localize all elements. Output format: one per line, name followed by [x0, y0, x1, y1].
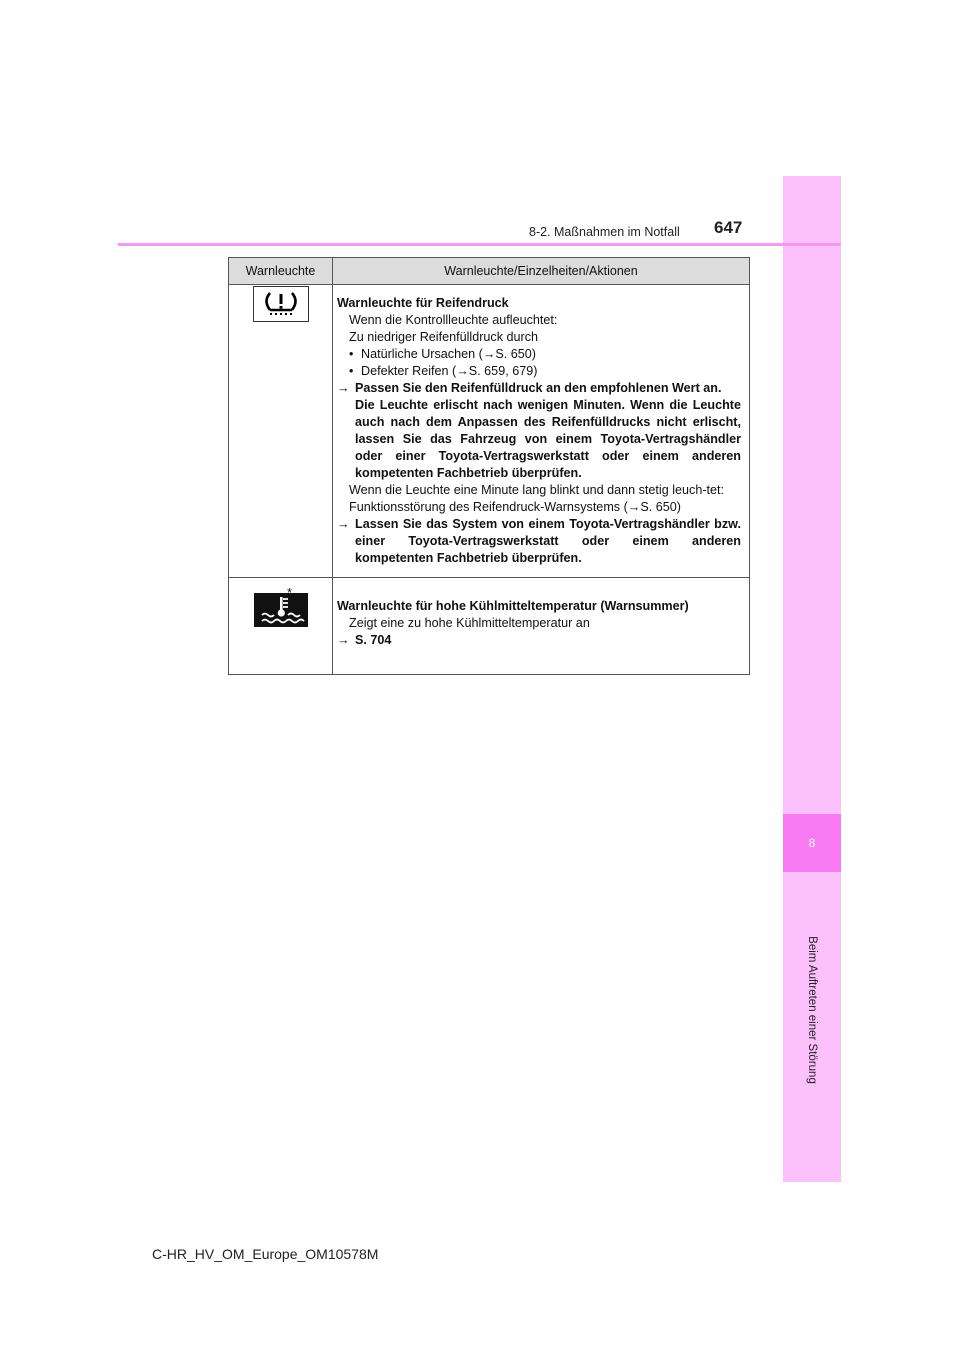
arrow-icon: → — [337, 633, 350, 647]
chapter-number-tab — [783, 814, 841, 872]
chapter-number: 8 — [808, 836, 816, 850]
table-row — [229, 285, 750, 578]
action-text: Die Leuchte erlischt nach wenigen Minuten. Wenn die Leuchte auch nach dem Anpassen des Reifenfülldrucks nicht erlischt, lassen Sie das Fahrzeug von einem Toyota-Vertragshändler oder einer Toyota-Vertragswerkstatt oder einem anderen kompetenten Fachbetrieb überprüfen. — [355, 398, 741, 480]
detail-line: Zu niedriger Reifenfülldruck durch — [349, 330, 538, 344]
coolant-temperature-warning-icon-graphic — [254, 593, 308, 627]
page-number: 647 — [714, 218, 743, 237]
table-header-row — [229, 258, 750, 285]
action-item — [337, 380, 741, 482]
row-title: Warnleuchte für Reifendruck — [337, 296, 509, 310]
details-cell — [333, 285, 750, 578]
details-cell — [333, 578, 750, 675]
tire-pressure-warning-icon-graphic — [254, 287, 308, 321]
action-item — [337, 632, 741, 649]
action-text: S. 704 — [355, 633, 392, 647]
row-title: Warnleuchte für hohe Kühlmitteltemperatur (Warnsummer) — [337, 599, 689, 613]
footnote-marker: $*_1$ — [287, 585, 298, 603]
section-title: 8-2. Maßnahmen im Notfall — [529, 225, 680, 239]
column-header-details: Warnleuchte/Einzelheiten/Aktionen — [333, 258, 750, 285]
chapter-title: Beim Auftreten einer Störung — [806, 936, 818, 1084]
icon-cell — [229, 578, 333, 675]
action-text: Lassen Sie das System von einem Toyota-Vertragshändler bzw. einer Toyota-Vertragswerkstatt oder einem anderen kompetenten Fachbetrieb überprüfen. — [355, 517, 741, 565]
detail-line: Wenn die Kontrollleuchte aufleuchtet: — [349, 313, 558, 327]
coolant-temperature-warning-icon — [254, 593, 308, 627]
arrow-icon: → — [337, 517, 350, 531]
action-text: Passen Sie den Reifenfülldruck an den empfohlenen Wert an. — [355, 381, 722, 395]
bullet-item — [337, 363, 741, 380]
bullet-item — [337, 346, 741, 363]
action-item — [337, 516, 741, 567]
bullet-text: Natürliche Ursachen (→S. 650) — [361, 347, 536, 361]
detail-line: Funktionsstörung des Reifendruck-Warnsystems (→S. 650) — [349, 500, 681, 514]
header-rule — [118, 243, 841, 246]
tire-pressure-warning-icon — [253, 286, 309, 322]
document-id: C-HR_HV_OM_Europe_OM10578M — [152, 1246, 379, 1262]
warning-lights-table — [228, 257, 750, 675]
bullet-icon: • — [349, 347, 354, 361]
table-row — [229, 578, 750, 675]
bullet-icon: • — [349, 364, 354, 378]
detail-line: Zeigt eine zu hohe Kühlmitteltemperatur an — [349, 616, 590, 630]
bullet-text: Defekter Reifen (→S. 659, 679) — [361, 364, 538, 378]
arrow-icon: → — [337, 381, 350, 395]
column-header-warning-light: Warnleuchte — [229, 258, 333, 285]
detail-line: Wenn die Leuchte eine Minute lang blinkt und dann stetig leuch-tet: — [349, 483, 725, 497]
icon-cell — [229, 285, 333, 578]
